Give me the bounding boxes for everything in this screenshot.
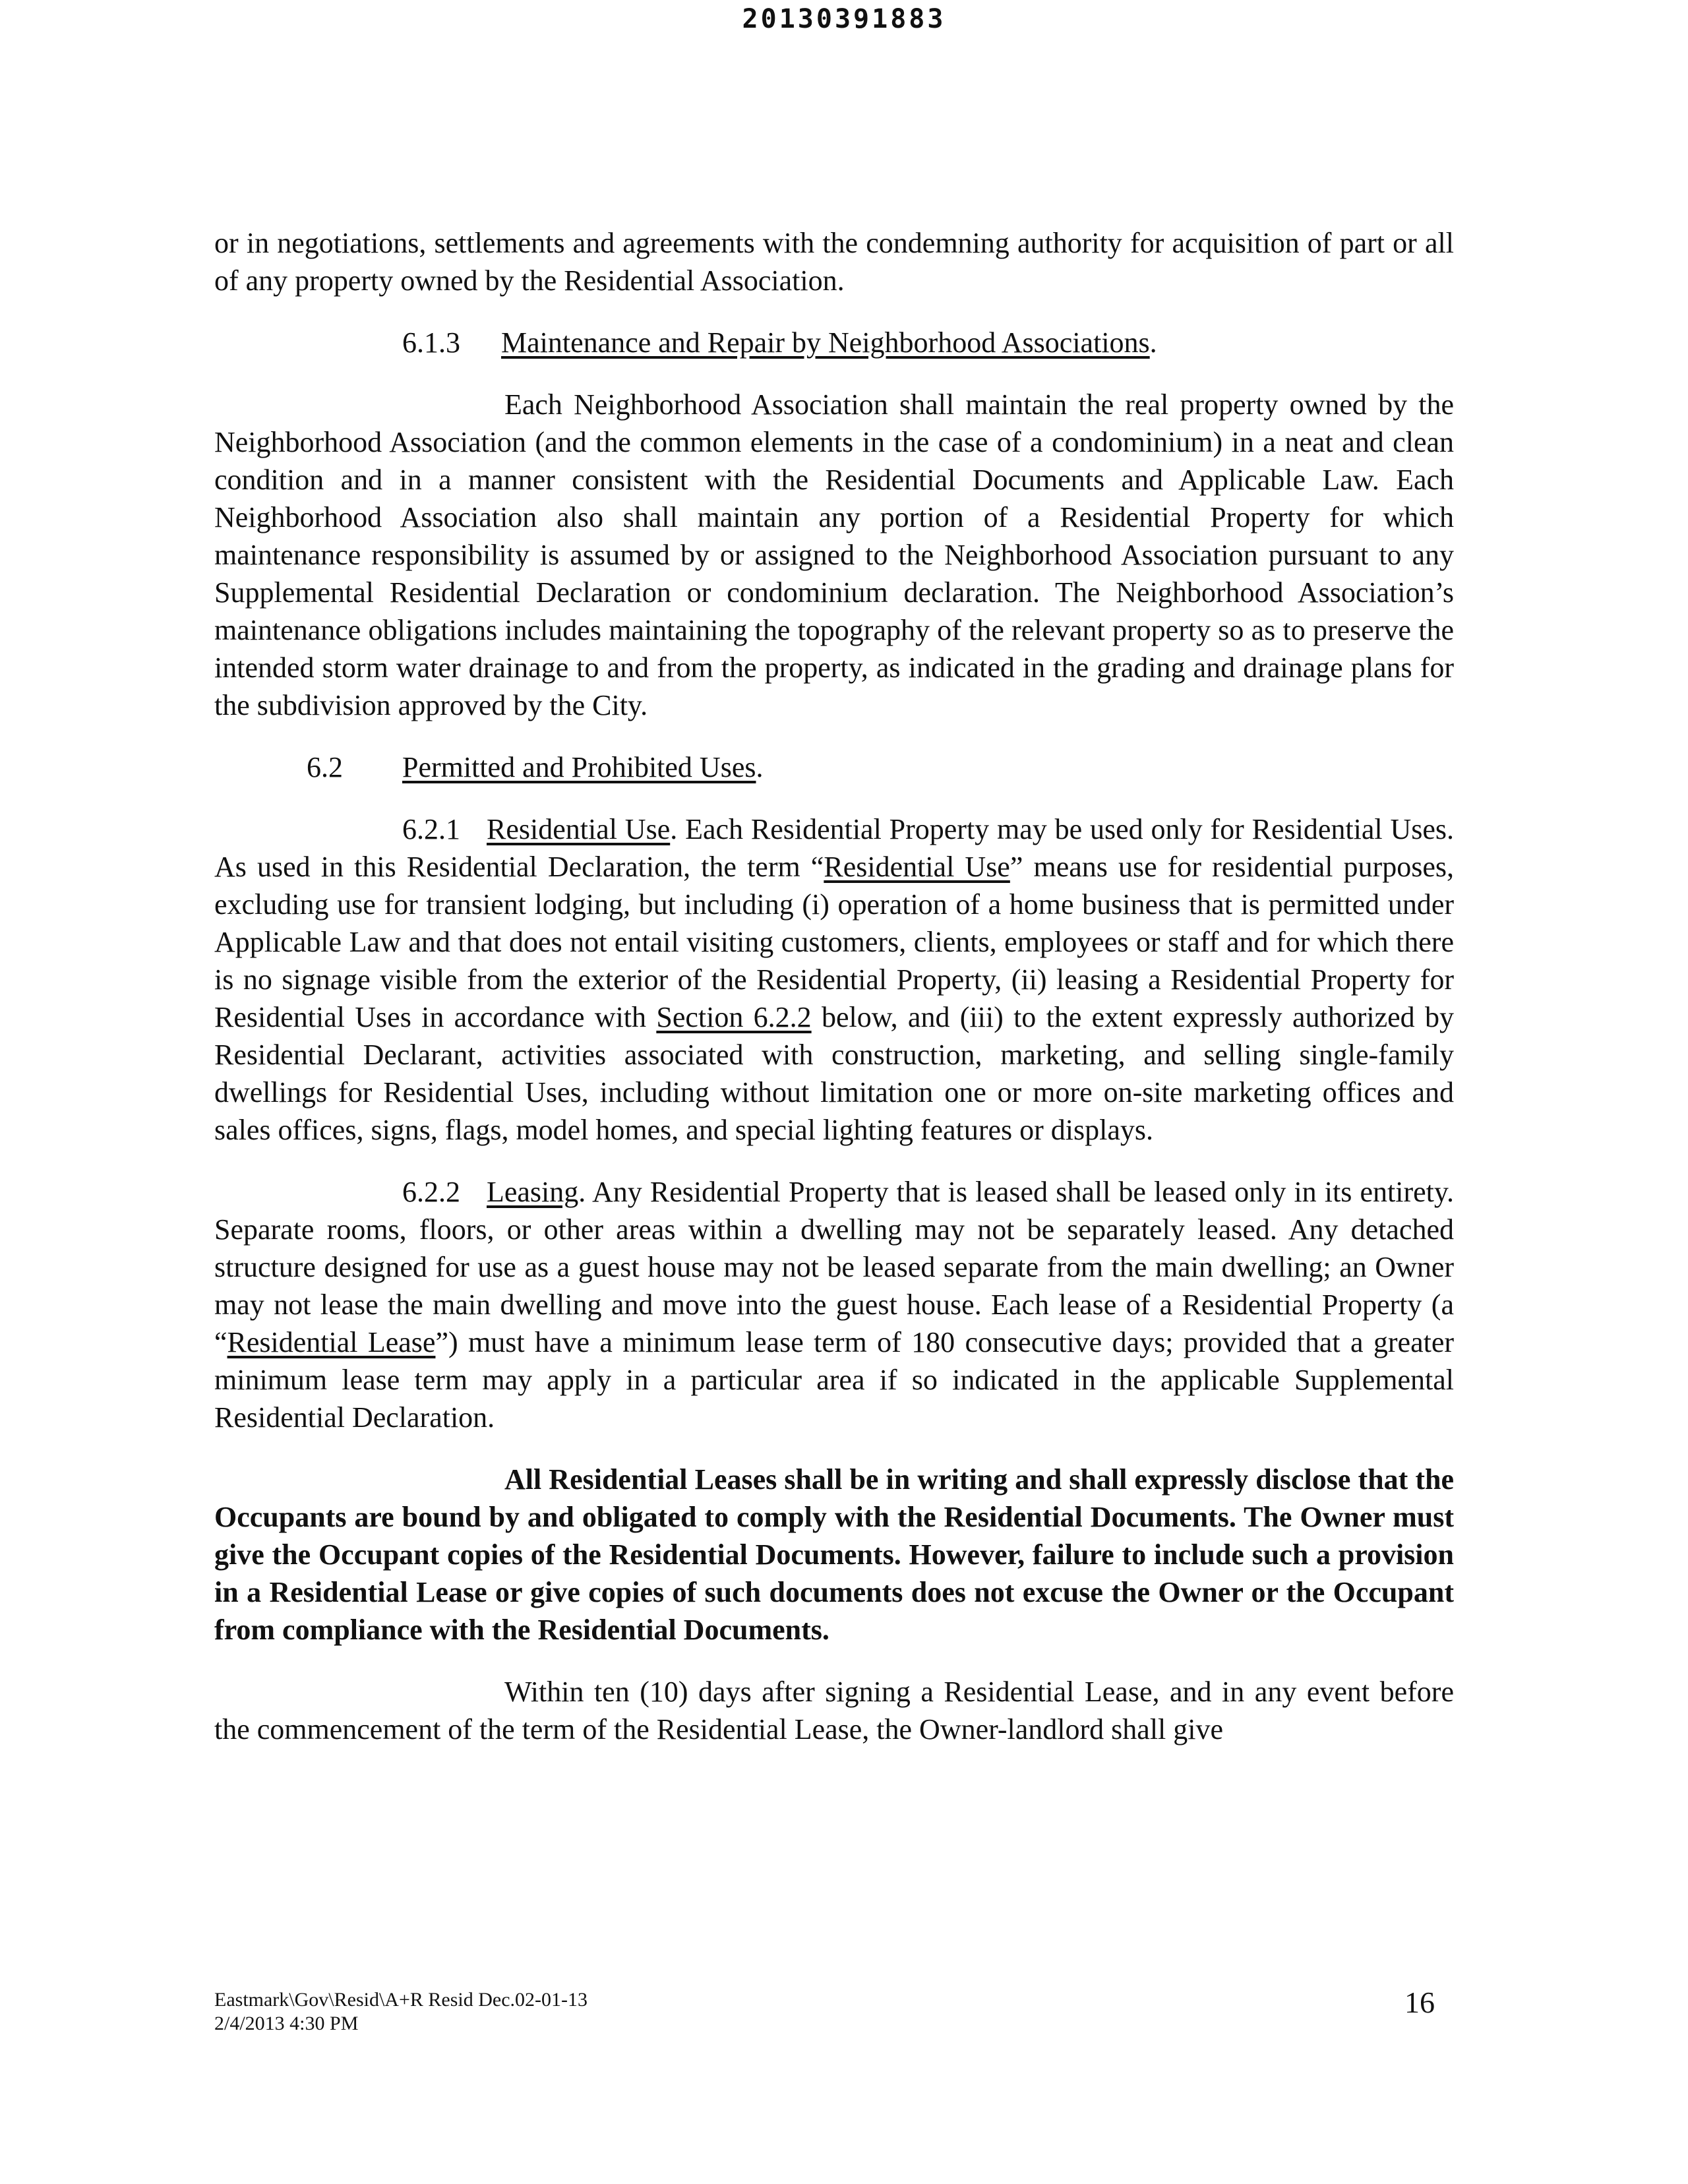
- section-title: Leasing: [487, 1176, 579, 1208]
- section-number: 6.2.2: [402, 1176, 460, 1208]
- section-reference: Section 6.2.2: [656, 1001, 812, 1033]
- section-number: 6.2.1: [402, 813, 460, 845]
- paragraph-condemnation-continued: or in negotiations, settlements and agreements with the condemning authority for acquisition of part or all of any property owned by the Residential Association.: [214, 227, 1454, 297]
- paragraph-residential-use: 6.2.1 Residential Use. Each Residential Property may be used only for Residential Uses. As used in this Residential Declaration, the term “Residential Use” means use for residential purposes, excluding use for transient lodging, but including (i) operation of a home business that is permitted under Applicable Law and that does not entail visiting customers, clients, employees or staff and for which there is no signage visible from the exterior of the Residential Property, (ii) leasing a Residential Property for Residential Uses in accordance with Section 6.2.2 below, and (iii) to the extent expressly authorized by Residential Declarant, activities associated with construction, marketing, and selling single-family dwellings for Residential Uses, including without limitation one or more on-site marketing offices and sales offices, signs, flags, model homes, and special lighting features or displays.: [214, 810, 1454, 1149]
- page-number: 16: [1404, 1986, 1435, 2019]
- defined-term: Residential Use: [824, 851, 1010, 883]
- paragraph-lease-disclosure: All Residential Leases shall be in writing and shall expressly disclose that the Occupants are bound by and obligated to comply with the Residential Documents. The Owner must give the Occupant copies of the Residential Documents. However, failure to include such a provision in a Residential Lease or give copies of such documents does not excuse the Owner or the Occupant from compliance with the Residential Documents.: [214, 1463, 1454, 1646]
- paragraph-lease-notice: Within ten (10) days after signing a Residential Lease, and in any event before the commencement of the term of the Residential Lease, the Owner-landlord shall give: [214, 1676, 1454, 1745]
- text-run: below, and (iii) to the extent expressly authorized by Residential Declarant, activities associated with construction, marketing, and selling single-family dwellings for Residential Uses, including without limitation one or more on-site marketing offices and sales offices, signs, flags, model homes, and special lighting features or displays.: [214, 1001, 1454, 1146]
- section-number: 6.2: [307, 751, 343, 783]
- section-title: Residential Use: [487, 813, 671, 845]
- document-body: [214, 224, 1454, 1773]
- paragraph-neighborhood-maintenance: Each Neighborhood Association shall maintain the real property owned by the Neighborhood Association (and the common elements in the case of a condominium) in a neat and clean condition and in a manner consistent with the Residential Documents and Applicable Law. Each Neighborhood Association also shall maintain any portion of a Residential Property for which maintenance responsibility is assumed by or assigned to the Neighborhood Association pursuant to any Supplemental Residential Declaration or condominium declaration. The Neighborhood Association’s maintenance obligations includes maintaining the topography of the relevant property so as to preserve the intended storm water drainage to and from the property, as indicated in the grading and drainage plans for the subdivision approved by the City.: [214, 388, 1454, 721]
- section-title: Maintenance and Repair by Neighborhood Associations: [501, 326, 1150, 359]
- defined-term: Residential Lease: [227, 1326, 436, 1358]
- footer-timestamp: 2/4/2013 4:30 PM: [214, 2013, 359, 2034]
- section-heading-6-2: 6.2 Permitted and Prohibited Uses.: [214, 748, 1454, 786]
- text-run: ” means use for residential purposes, excluding use for transient lodging, but including (i) operation of a home business that is permitted under Applicable Law and that does not entail visiting customers, clients, employees or staff and for which there is no signage visible from the exterior of the Residential Property, (ii) leasing a Residential Property for Residential Uses in accordance with: [214, 851, 1454, 1033]
- text-run: ”) must have a minimum lease term of 180 consecutive days; provided that a greater minimum lease term may apply in a particular area if so indicated in the applicable Supplemental Residential Declaration.: [214, 1326, 1454, 1434]
- text-run: Each Residential Property may be used only for Residential Uses. As used in this Residential Declaration, the term “: [214, 813, 1455, 883]
- text-run: Any Residential Property that is leased shall be leased only in its entirety. Separate rooms, floors, or other areas within a dwelling may not be separately leased. Any detached structure designed for use as a guest house may not be leased separate from the main dwelling; an Owner may not lease the main dwelling and move into the guest house. Each lease of a Residential Property (a “: [214, 1176, 1454, 1358]
- section-heading-6-1-3: 6.1.3 Maintenance and Repair by Neighborhood Associations.: [214, 324, 1454, 361]
- section-number: 6.1.3: [402, 326, 460, 359]
- footer-file-path: Eastmark\Gov\Resid\A+R Resid Dec.02-01-13: [214, 1989, 588, 2011]
- document-number: 20130391883: [742, 4, 946, 34]
- section-title: Permitted and Prohibited Uses: [402, 751, 756, 783]
- paragraph-leasing: 6.2.2 Leasing. Any Residential Property that is leased shall be leased only in its entirety. Separate rooms, floors, or other areas within a dwelling may not be separately leased. Any detached structure designed for use as a guest house may not be leased separate from the main dwelling; an Owner may not lease the main dwelling and move into the guest house. Each lease of a Residential Property (a “Residential Lease”) must have a minimum lease term of 180 consecutive days; provided that a greater minimum lease term may apply in a particular area if so indicated in the applicable Supplemental Residential Declaration.: [214, 1173, 1454, 1436]
- footer-file-info: [214, 1988, 588, 2036]
